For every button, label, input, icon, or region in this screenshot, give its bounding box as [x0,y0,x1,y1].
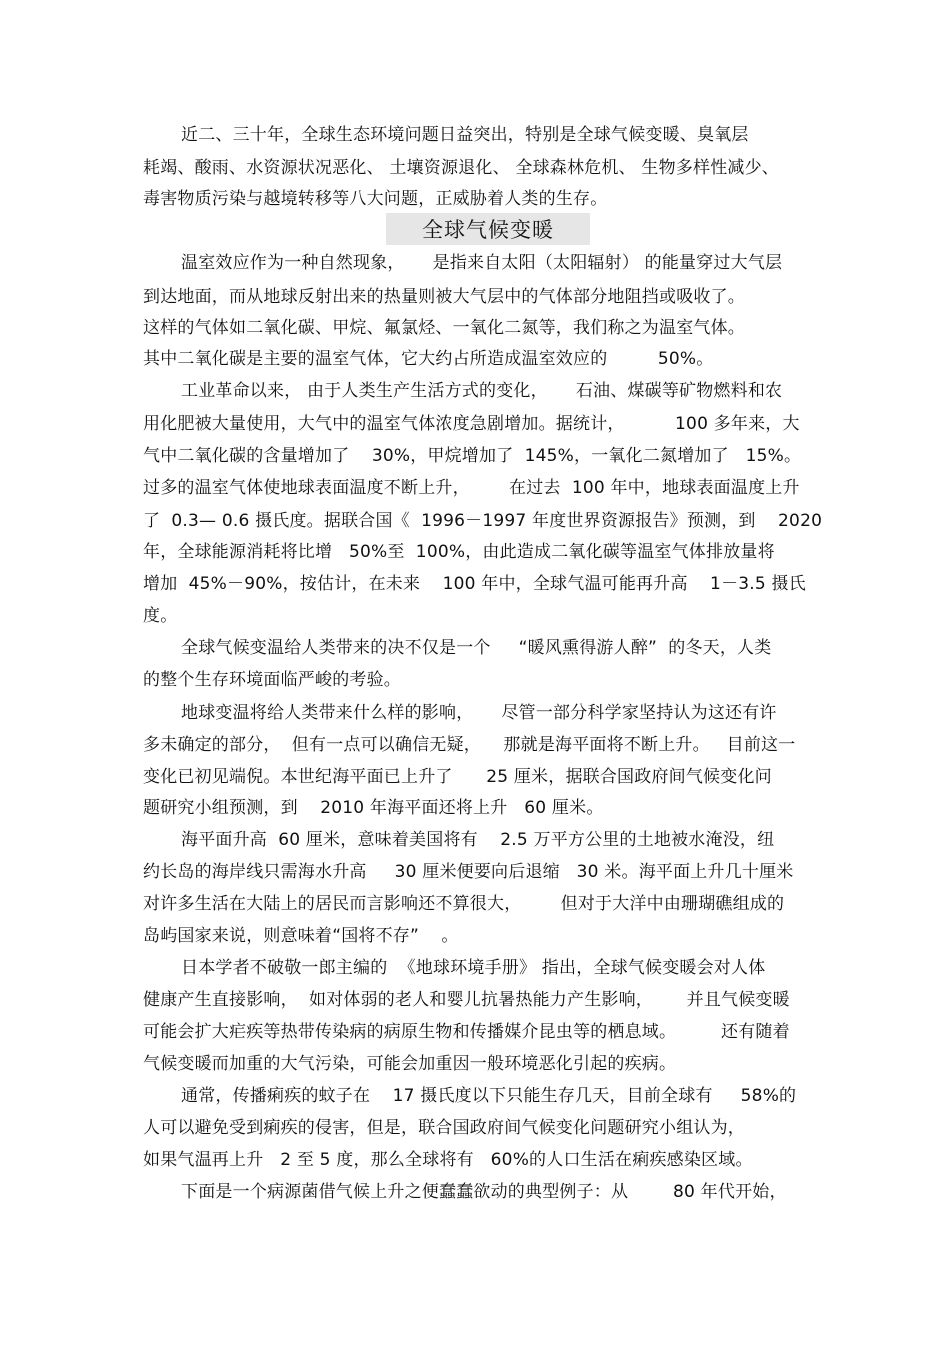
body-line-21: 对许多生活在大陆上的居民而言影响还不算很大， 但对于大洋中由珊瑚礁组成的 [143,894,785,914]
body-line-18: 题研究小组预测，到 2010 年海平面还将上升 60 厘米。 [143,798,604,818]
body-line-13: 全球气候变温给人类带来的决不仅是一个 “暖风熏得游人醉” 的冬天，人类 [181,638,772,658]
body-line-28: 人可以避免受到痢疾的侵害，但是，联合国政府间气候变化问题研究小组认为， [143,1118,745,1138]
body-line-25: 可能会扩大疟疾等热带传染病的病原生物和传播媒介昆虫等的栖息域。 还有随着 [143,1022,790,1042]
body-line-2: 到达地面，而从地球反射出来的热量则被大气层中的气体部分地阻挡或吸收了。 [143,287,745,307]
body-line-19: 海平面升高 60 厘米，意味着美国将有 2.5 万平方公里的土地被水淹没，纽 [181,830,775,850]
body-line-11: 增加 45%－90%，按估计，在未来 100 年中，全球气温可能再升高 1－3.5 摄氏 [143,574,806,594]
body-line-4: 其中二氧化碳是主要的温室气体，它大约占所造成温室效应的 50%。 [143,349,714,369]
body-line-7: 气中二氧化碳的含量增加了 30%，甲烷增加了 145%，一氧化二氮增加了 15%。 [143,446,802,466]
body-line-20: 约长岛的海岸线只需海水升高 30 厘米便要向后退缩 30 米。海平面上升几十厘米 [143,862,794,882]
body-line-27: 通常，传播痢疾的蚊子在 17 摄氏度以下只能生存几天，目前全球有 58%的 [181,1086,797,1106]
body-line-1: 温室效应作为一种自然现象， 是指来自太阳（太阳辐射） 的能量穿过大气层 [181,253,783,273]
body-line-9: 了 0.3— 0.6 摄氏度。据联合国《 1996－1997 年度世界资源报告》预测，到 2020 [143,511,823,531]
section-heading: 全球气候变暖 [386,213,590,245]
body-line-16: 多未确定的部分， 但有一点可以确信无疑， 那就是海平面将不断上升。 目前这一 [143,735,796,755]
body-line-14: 的整个生存环境面临严峻的考验。 [143,670,401,690]
body-line-8: 过多的温室气体使地球表面温度不断上升， 在过去 100 年中，地球表面温度上升 [143,478,800,498]
body-line-10: 年，全球能源消耗将比增 50%至 100%，由此造成二氧化碳等温室气体排放量将 [143,542,775,562]
intro-line-2: 耗竭、酸雨、水资源状况恶化、 土壤资源退化、 全球森林危机、 生物多样性减少、 [143,158,780,178]
body-line-24: 健康产生直接影响， 如对体弱的老人和婴儿抗暑热能力产生影响， 并且气候变暖 [143,990,790,1010]
body-line-3: 这样的气体如二氧化碳、甲烷、氟氯烃、一氧化二氮等，我们称之为温室气体。 [143,318,745,338]
body-line-6: 用化肥被大量使用，大气中的温室气体浓度急剧增加。据统计， 100 多年来，大 [143,414,800,434]
body-line-22: 岛屿国家来说，则意味着“国将不存” 。 [143,926,459,946]
body-line-5: 工业革命以来， 由于人类生产生活方式的变化， 石油、煤碳等矿物燃料和农 [181,381,783,401]
body-line-17: 变化已初见端倪。本世纪海平面已上升了 25 厘米，据联合国政府间气候变化问 [143,767,772,787]
body-line-29: 如果气温再上升 2 至 5 度，那么全球将有 60%的人口生活在痢疾感染区域。 [143,1150,753,1170]
intro-line-1: 近二、三十年，全球生态环境问题日益突出，特别是全球气候变暖、臭氧层 [181,125,749,145]
body-line-26: 气候变暖而加重的大气污染，可能会加重因一般环境恶化引起的疾病。 [143,1054,677,1074]
body-line-15: 地球变温将给人类带来什么样的影响， 尽管一部分科学家坚持认为这还有许 [181,703,777,723]
body-line-12: 度。 [143,606,178,626]
intro-line-3: 毒害物质污染与越境转移等八大问题，正威胁着人类的生存。 [143,189,608,209]
body-line-23: 日本学者不破敬一郎主编的 《地球环境手册》 指出，全球气候变暖会对人体 [181,958,766,978]
body-line-30: 下面是一个病源菌借气候上升之便蠢蠢欲动的典型例子：从 80 年代开始， [181,1182,787,1202]
